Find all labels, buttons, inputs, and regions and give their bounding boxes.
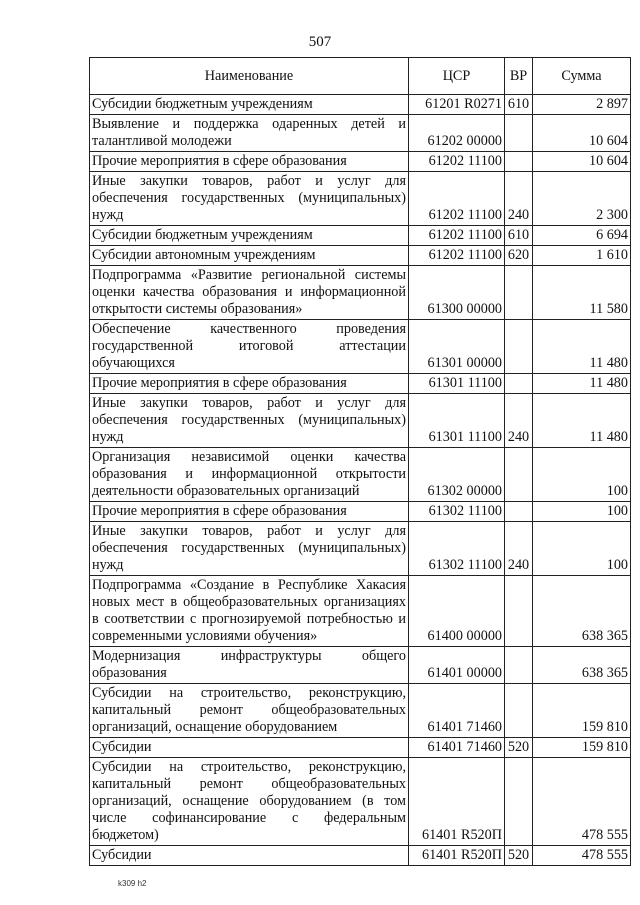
header-csr: ЦСР	[409, 58, 505, 95]
cell-vr	[505, 266, 533, 320]
cell-sum: 10 604	[533, 115, 631, 152]
cell-vr: 520	[505, 846, 533, 866]
cell-name: Обеспечение качественного проведения государственной итоговой аттестации обучающихся	[90, 320, 409, 374]
cell-sum: 11 480	[533, 394, 631, 448]
cell-vr	[505, 576, 533, 647]
cell-vr	[505, 647, 533, 684]
cell-sum: 638 365	[533, 647, 631, 684]
footer-code: k309 h2	[118, 879, 147, 888]
cell-vr	[505, 374, 533, 394]
cell-vr: 620	[505, 246, 533, 266]
cell-name: Подпрограмма «Развитие региональной системы оценки качества образования и информационной открытости системы образования»	[90, 266, 409, 320]
table-row	[90, 647, 631, 684]
cell-sum: 10 604	[533, 152, 631, 172]
cell-name: Субсидии	[90, 738, 409, 758]
table-row	[90, 738, 631, 758]
cell-csr: 61202 11100	[409, 226, 505, 246]
cell-sum: 159 810	[533, 684, 631, 738]
cell-name: Прочие мероприятия в сфере образования	[90, 374, 409, 394]
cell-csr: 61202 11100	[409, 246, 505, 266]
cell-csr: 61401 71460	[409, 738, 505, 758]
table-row	[90, 226, 631, 246]
cell-csr: 61300 00000	[409, 266, 505, 320]
table-row	[90, 374, 631, 394]
cell-sum: 6 694	[533, 226, 631, 246]
table-row	[90, 448, 631, 502]
table-row	[90, 115, 631, 152]
cell-name: Модернизация инфраструктуры общего образования	[90, 647, 409, 684]
table-row	[90, 846, 631, 866]
cell-name: Выявление и поддержка одаренных детей и талантливой молодежи	[90, 115, 409, 152]
cell-sum: 478 555	[533, 846, 631, 866]
table-row	[90, 576, 631, 647]
cell-csr: 61401 00000	[409, 647, 505, 684]
cell-sum: 159 810	[533, 738, 631, 758]
cell-name: Иные закупки товаров, работ и услуг для обеспечения государственных (муниципальных) нужд	[90, 172, 409, 226]
cell-vr: 240	[505, 522, 533, 576]
cell-name: Прочие мероприятия в сфере образования	[90, 502, 409, 522]
cell-name: Подпрограмма «Создание в Республике Хакасия новых мест в общеобразовательных организациях в соответствии с прогнозируемой потребностью и современными условиями обучения»	[90, 576, 409, 647]
cell-csr: 61401 R520П	[409, 846, 505, 866]
cell-vr	[505, 320, 533, 374]
cell-name: Субсидии на строительство, реконструкцию, капитальный ремонт общеобразовательных организаций, оснащение оборудованием	[90, 684, 409, 738]
table-row	[90, 246, 631, 266]
table-row	[90, 394, 631, 448]
table-row	[90, 522, 631, 576]
cell-csr: 61202 00000	[409, 115, 505, 152]
cell-csr: 61302 11100	[409, 502, 505, 522]
cell-sum: 11 480	[533, 374, 631, 394]
cell-sum: 2 300	[533, 172, 631, 226]
cell-sum: 11 580	[533, 266, 631, 320]
cell-vr	[505, 115, 533, 152]
cell-csr: 61301 11100	[409, 394, 505, 448]
cell-sum: 100	[533, 522, 631, 576]
header-sum: Сумма	[533, 58, 631, 95]
cell-name: Субсидии бюджетным учреждениям	[90, 95, 409, 115]
cell-name: Иные закупки товаров, работ и услуг для обеспечения государственных (муниципальных) нужд	[90, 394, 409, 448]
cell-name: Субсидии	[90, 846, 409, 866]
cell-csr: 61401 R520П	[409, 758, 505, 846]
cell-vr	[505, 152, 533, 172]
cell-vr: 240	[505, 172, 533, 226]
cell-sum: 11 480	[533, 320, 631, 374]
cell-name: Иные закупки товаров, работ и услуг для обеспечения государственных (муниципальных) нужд	[90, 522, 409, 576]
cell-csr: 61202 11100	[409, 172, 505, 226]
header-vr: ВР	[505, 58, 533, 95]
table-row	[90, 172, 631, 226]
cell-csr: 61201 R0271	[409, 95, 505, 115]
cell-sum: 478 555	[533, 758, 631, 846]
cell-sum: 100	[533, 448, 631, 502]
cell-csr: 61401 71460	[409, 684, 505, 738]
cell-csr: 61302 00000	[409, 448, 505, 502]
cell-csr: 61302 11100	[409, 522, 505, 576]
cell-vr: 240	[505, 394, 533, 448]
cell-csr: 61400 00000	[409, 576, 505, 647]
budget-table	[89, 57, 631, 866]
cell-vr: 520	[505, 738, 533, 758]
cell-name: Организация независимой оценки качества образования и информационной открытости деятельности образовательных организаций	[90, 448, 409, 502]
cell-csr: 61301 11100	[409, 374, 505, 394]
cell-csr: 61202 11100	[409, 152, 505, 172]
cell-vr	[505, 448, 533, 502]
table-row	[90, 95, 631, 115]
page-number: 507	[308, 34, 332, 50]
table-row	[90, 320, 631, 374]
header-name: Наименование	[90, 58, 409, 95]
table-row	[90, 758, 631, 846]
cell-name: Субсидии автономным учреждениям	[90, 246, 409, 266]
table-row	[90, 684, 631, 738]
cell-vr	[505, 684, 533, 738]
cell-vr	[505, 502, 533, 522]
cell-name: Прочие мероприятия в сфере образования	[90, 152, 409, 172]
cell-name: Субсидии на строительство, реконструкцию, капитальный ремонт общеобразовательных организаций, оснащение оборудованием (в том числе софинансирование с федеральным бюджетом)	[90, 758, 409, 846]
cell-sum: 100	[533, 502, 631, 522]
table-header-row	[90, 58, 631, 95]
table-row	[90, 152, 631, 172]
cell-sum: 2 897	[533, 95, 631, 115]
cell-name: Субсидии бюджетным учреждениям	[90, 226, 409, 246]
cell-csr: 61301 00000	[409, 320, 505, 374]
cell-vr: 610	[505, 95, 533, 115]
cell-vr: 610	[505, 226, 533, 246]
cell-vr	[505, 758, 533, 846]
cell-sum: 1 610	[533, 246, 631, 266]
table-row	[90, 266, 631, 320]
cell-sum: 638 365	[533, 576, 631, 647]
table-row	[90, 502, 631, 522]
